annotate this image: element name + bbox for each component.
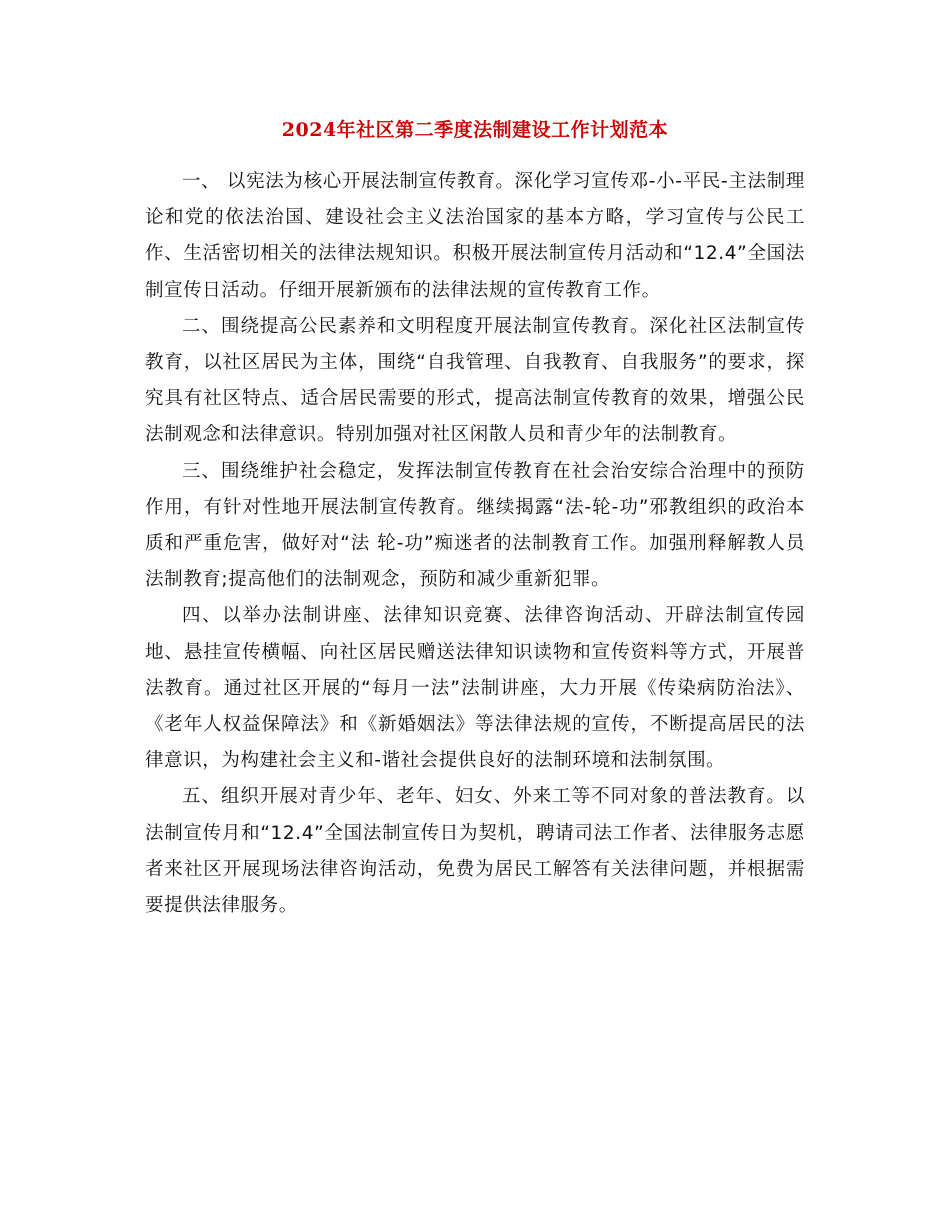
paragraph-5: 五、组织开展对青少年、老年、妇女、外来工等不同对象的普法教育。以法制宣传月和“12.4”全国法制宣传日为契机，聘请司法工作者、法律服务志愿者来社区开展现场法律咨询活动，免费为居民工解答有关法律问题，并根据需要提供法律服务。	[145, 786, 805, 917]
paragraph-3: 三、围绕维护社会稳定，发挥法制宣传教育在社会治安综合治理中的预防作用，有针对性地开展法制宣传教育。继续揭露“法-轮-功”邪教组织的政治本质和严重危害，做好对“法 轮-功”痴迷者的法制教育工作。加强刑释解教人员法制教育;提高他们的法制观念，预防和减少重新犯罪。	[145, 460, 805, 591]
paragraph-1: 一、 以宪法为核心开展法制宣传教育。深化学习宣传邓-小-平民-主法制理论和党的依法治国、建设社会主义法治国家的基本方略，学习宣传与公民工作、生活密切相关的法律法规知识。积极开展法制宣传月活动和“12.4”全国法制宣传日活动。仔细开展新颁布的法律法规的宣传教育工作。	[145, 171, 805, 301]
paragraph-2: 二、围绕提高公民素养和文明程度开展法制宣传教育。深化社区法制宣传教育，以社区居民为主体，围绕“自我管理、自我教育、自我服务”的要求，探究具有社区特点、适合居民需要的形式，提高法制宣传教育的效果，增强公民法制观念和法律意识。特别加强对社区闲散人员和青少年的法制教育。	[145, 315, 805, 446]
paragraph-4: 四、以举办法制讲座、法律知识竞赛、法律咨询活动、开辟法制宣传园地、悬挂宣传横幅、向社区居民赠送法律知识读物和宣传资料等方式，开展普法教育。通过社区开展的“每月一法”法制讲座，大力开展《传染病防治法》、《老年人权益保障法》和《新婚姻法》等法律法规的宣传，不断提高居民的法律意识，为构建社会主义和-谐社会提供良好的法制环境和法制氛围。	[145, 605, 805, 772]
document-title: 2024年社区第二季度法制建设工作计划范本	[281, 119, 669, 141]
document-body	[145, 164, 805, 924]
